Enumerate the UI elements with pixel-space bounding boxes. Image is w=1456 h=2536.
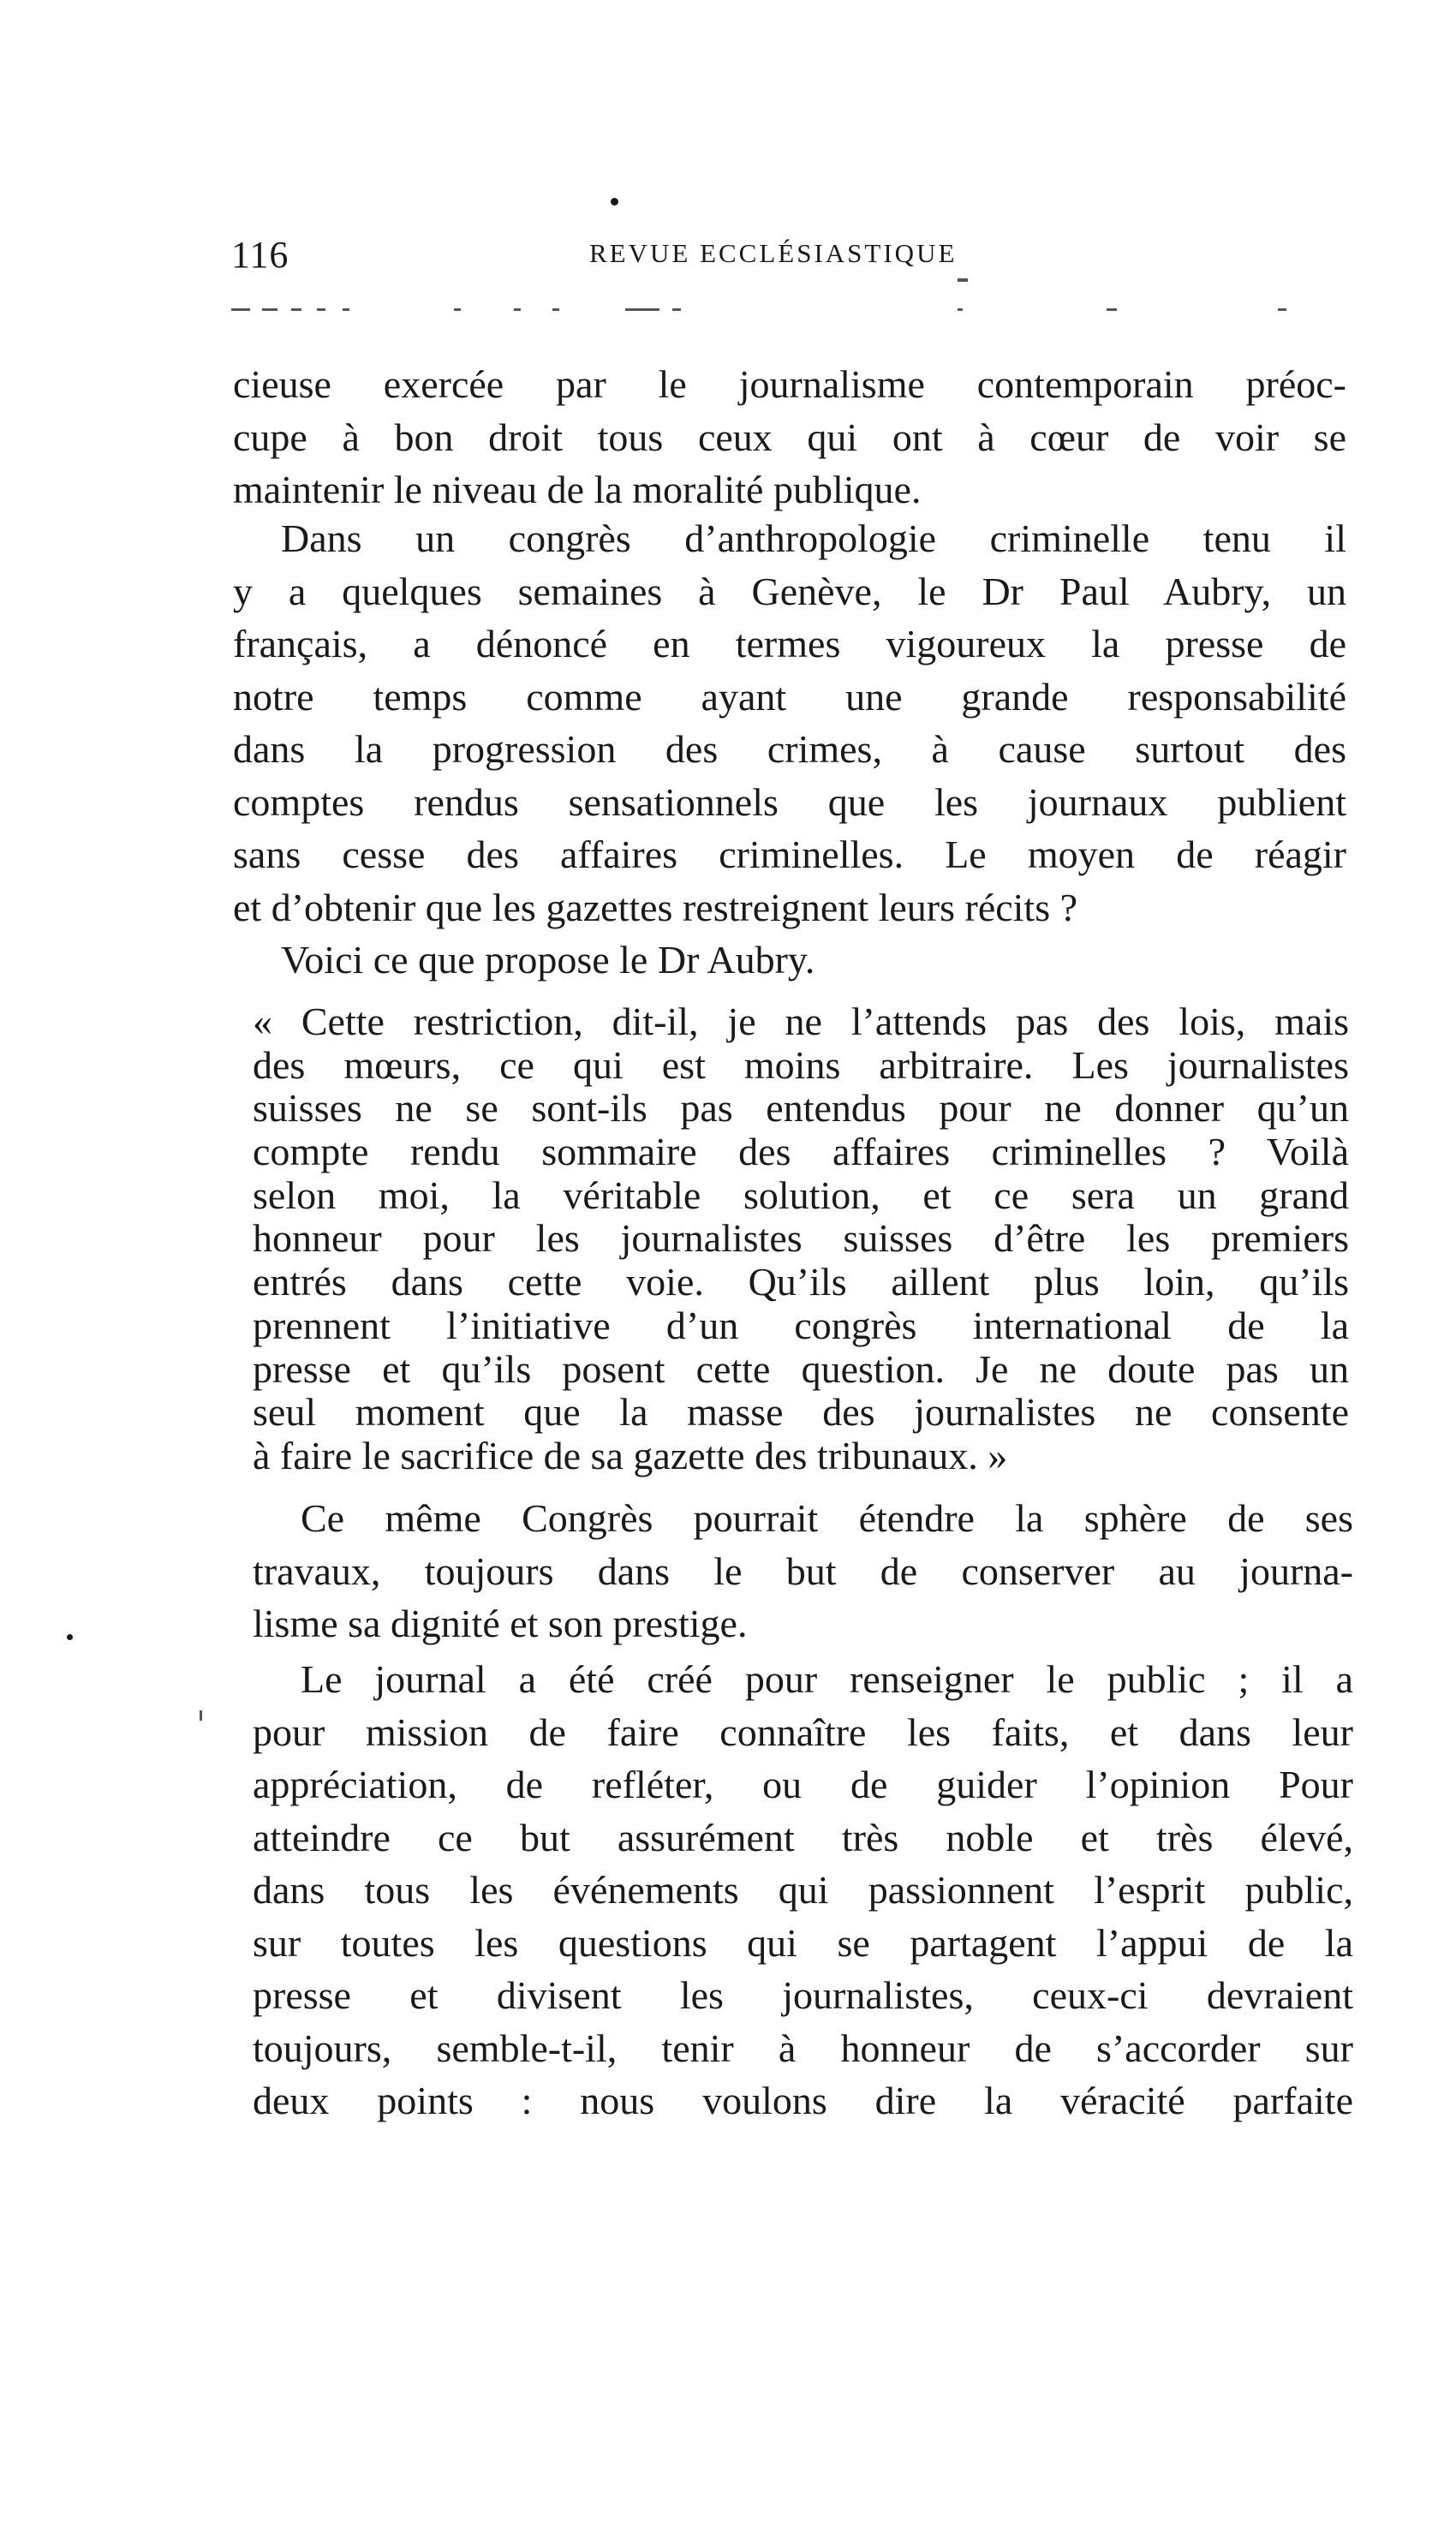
text-line: atteindre ce but assurément très noble et très élevé, bbox=[253, 1815, 1353, 1859]
quote-line: à faire le sacrifice de sa gazette des tribunaux. » bbox=[253, 1433, 1008, 1477]
quote-line: prennent l’initiative d’un congrès international de la bbox=[253, 1303, 1349, 1347]
page-number: 116 bbox=[231, 234, 289, 276]
text-line: maintenir le niveau de la moralité publique. bbox=[233, 468, 922, 511]
ink-mark-margin-lower bbox=[200, 1710, 202, 1721]
text-line: Ce même Congrès pourrait étendre la sphère de ses bbox=[301, 1496, 1353, 1540]
text-line: cupe à bon droit tous ceux qui ont à cœur de voir se bbox=[233, 415, 1346, 459]
quote-line: presse et qu’ils posent cette question. Je ne doute pas un bbox=[253, 1346, 1349, 1391]
text-line: comptes rendus sensationnels que les journaux publient bbox=[233, 779, 1346, 824]
text-line: presse et divisent les journalistes, ceux-ci devraient bbox=[253, 1973, 1353, 2017]
running-head: REVUE ECCLÉSIASTIQUE bbox=[589, 238, 958, 268]
quote-line: entrés dans cette voie. Qu’ils aillent plus loin, qu’ils bbox=[253, 1260, 1349, 1304]
paragraph-proposal bbox=[233, 934, 1346, 987]
text-line: sans cesse des affaires criminelles. Le moyen de réagir bbox=[233, 832, 1346, 876]
text-line: Le journal a été créé pour renseigner le public ; il a bbox=[301, 1657, 1353, 1701]
paragraph-congress bbox=[233, 512, 1346, 934]
text-line: y a quelques semaines à Genève, le Dr Paul Aubry, un bbox=[233, 569, 1346, 613]
text-line: français, a dénoncé en termes vigoureux la presse de bbox=[233, 622, 1346, 665]
page-header bbox=[231, 233, 1285, 284]
text-line: sur toutes les questions qui se partagent l’appui de la bbox=[253, 1920, 1353, 1965]
quote-line: « Cette restriction, dit-il, je ne l’attends pas des lois, mais bbox=[253, 999, 1349, 1043]
text-line: pour mission de faire connaître les faits, et dans leur bbox=[253, 1710, 1353, 1754]
quote-line: compte rendu sommaire des affaires criminelles ? Voilà bbox=[253, 1130, 1349, 1174]
quote-line: des mœurs, ce qui est moins arbitraire. Les journalistes bbox=[253, 1042, 1349, 1087]
text-line: notre temps comme ayant une grande responsabilité bbox=[233, 674, 1346, 719]
text-line: dans tous les événements qui passionnent l’esprit public, bbox=[253, 1868, 1353, 1912]
text-line: toujours, semble-t-il, tenir à honneur de s’accorder sur bbox=[253, 2026, 1353, 2070]
text-line: deux points : nous voulons dire la véracité parfaite bbox=[253, 2079, 1353, 2122]
ink-speck-margin bbox=[67, 1634, 73, 1640]
ink-speck-top bbox=[611, 198, 618, 206]
text-line: Dans un congrès d’anthropologie criminelle tenu il bbox=[281, 516, 1346, 560]
text-line: et d’obtenir que les gazettes restreignent leurs récits ? bbox=[233, 885, 1078, 929]
text-line: cieuse exercée par le journalisme contemporain préoc- bbox=[233, 362, 1346, 406]
header-rule bbox=[231, 308, 1336, 311]
quote-line: suisses ne se sont-ils pas entendus pour ne donner qu’un bbox=[253, 1086, 1349, 1131]
paragraph-continuation bbox=[233, 358, 1346, 516]
text-line: dans la progression des crimes, à cause surtout des bbox=[233, 727, 1346, 771]
paragraph-same-congress bbox=[253, 1492, 1353, 1650]
text-line: travaux, toujours dans le but de conserver au journa- bbox=[253, 1548, 1353, 1593]
quote-line: selon moi, la véritable solution, et ce sera un grand bbox=[253, 1173, 1349, 1217]
quote-line: seul moment que la masse des journalistes ne consente bbox=[253, 1390, 1349, 1435]
text-line: lisme sa dignité et son prestige. bbox=[253, 1602, 748, 1645]
text-line: appréciation, de refléter, ou de guider l’opinion Pour bbox=[253, 1763, 1353, 1806]
block-quote bbox=[253, 1000, 1349, 1478]
paragraph-journal bbox=[253, 1653, 1353, 2127]
text-line: Voici ce que propose le Dr Aubry. bbox=[281, 938, 815, 982]
quote-line: honneur pour les journalistes suisses d’être les premiers bbox=[253, 1216, 1349, 1261]
